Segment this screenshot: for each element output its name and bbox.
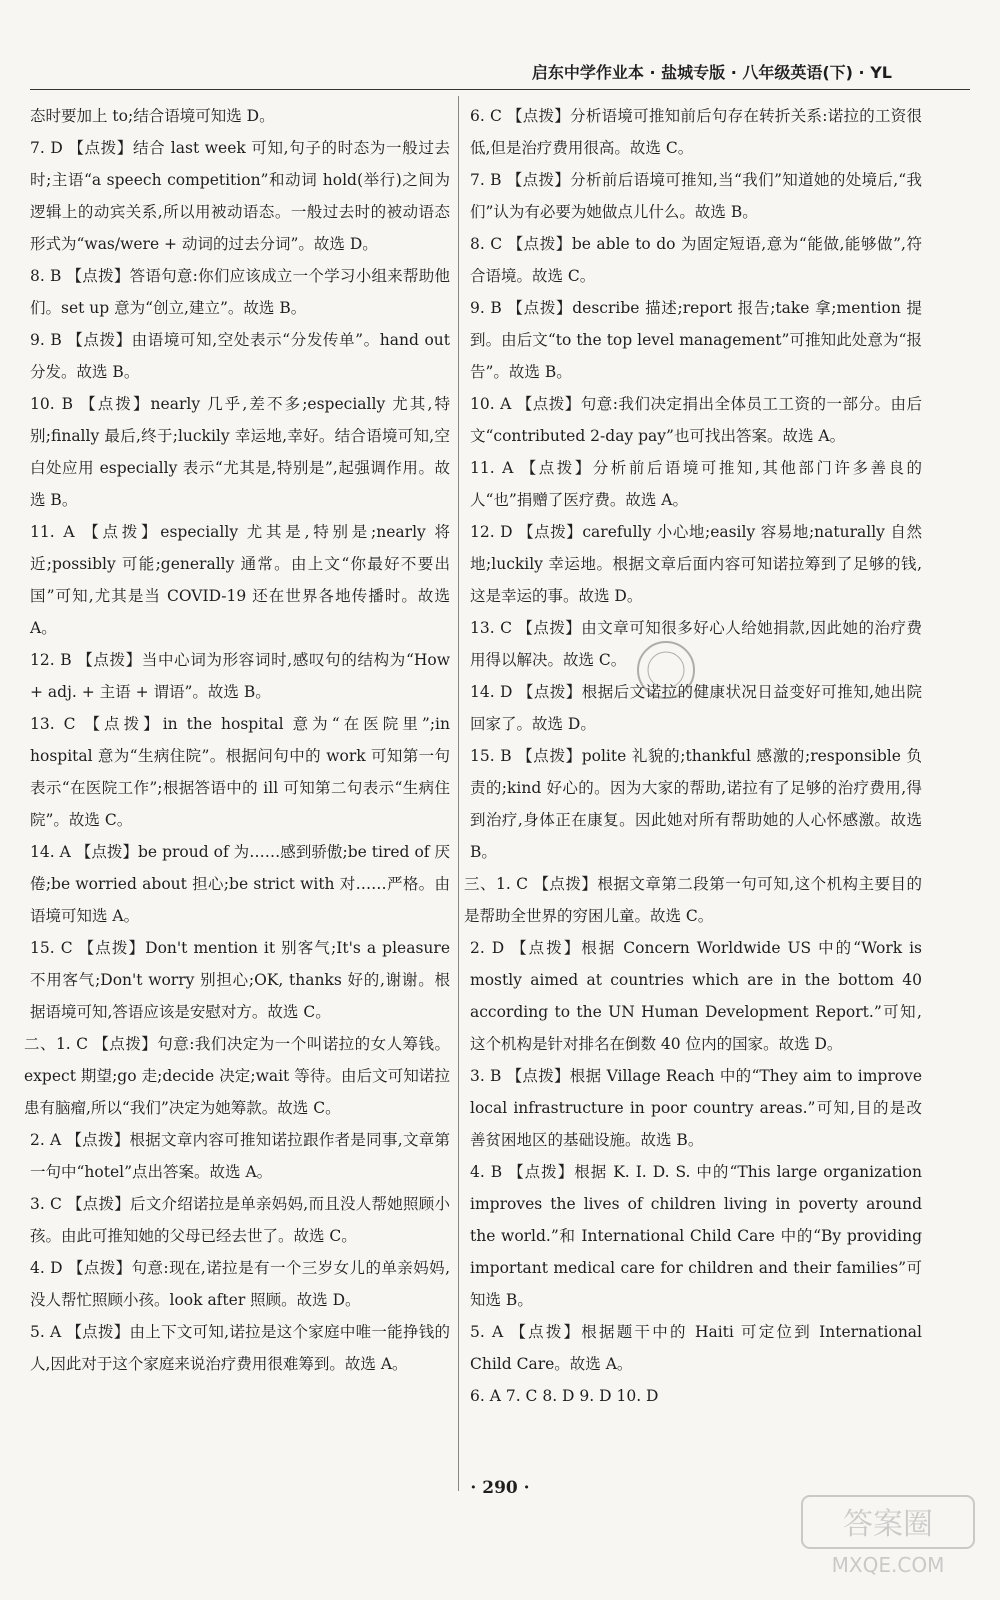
answer-item: 14. D 【点拨】根据后文诺拉的健康状况日益变好可推知,她出院回家了。故选 D。: [470, 683, 922, 733]
answer-item: 4. D 【点拨】句意:现在,诺拉是有一个三岁女儿的单亲妈妈,没人帮忙照顾小孩。look after 照顾。故选 D。: [30, 1259, 450, 1309]
answer-item: 11. A 【点拨】especially 尤其是,特别是;nearly 将近;possibly 可能;generally 通常。由上文“你最好不要出国”可知,尤其是当 COVID-19 还在世界各地传播时。故选 A。: [30, 523, 450, 637]
answer-item: 13. C 【点拨】由文章可知很多好心人给她捐款,因此她的治疗费用得以解决。故选 C。: [470, 619, 922, 669]
answer-item: 15. B 【点拨】polite 礼貌的;thankful 感激的;responsible 负责的;kind 好心的。因为大家的帮助,诺拉有了足够的治疗费用,得到治疗,身体正在康复。因此她对所有帮助她的人心怀感激。故选 B。: [470, 747, 922, 861]
answer-item: 8. B 【点拨】答语句意:你们应该成立一个学习小组来帮助他们。set up 意为“创立,建立”。故选 B。: [30, 267, 450, 317]
answer-item: 3. C 【点拨】后文介绍诺拉是单亲妈妈,而且没人帮她照顾小孩。由此可推知她的父母已经去世了。故选 C。: [30, 1195, 450, 1245]
answer-item: 2. D 【点拨】根据 Concern Worldwide US 中的“Work is mostly aimed at countries which are in the bottom 40 according to the UN Human Development Report.”可知,这个机构是针对排名在倒数 40 位内的国家。故选 D。: [470, 939, 922, 1053]
answer-item: 13. C 【点拨】in the hospital 意为“在医院里”;in hospital 意为“生病住院”。根据问句中的 work 可知第一句表示“在医院工作”;根据答语中的 ill 可知第二句表示“生病住院”。故选 C。: [30, 715, 450, 829]
answer-item: 7. B 【点拨】分析前后语境可推知,当“我们”知道她的处境后,“我们”认为有必要为她做点儿什么。故选 B。: [470, 171, 922, 221]
header-title: 启东中学作业本 · 盐城专版 · 八年级英语(下) · YL: [531, 63, 892, 82]
right-column: [464, 100, 922, 1412]
answer-item: 2. A 【点拨】根据文章内容可推知诺拉跟作者是同事,文章第一句中“hotel”点出答案。故选 A。: [30, 1131, 450, 1181]
svg-text:MXQE.COM: MXQE.COM: [831, 1553, 945, 1577]
answer-item: 12. B 【点拨】当中心词为形容词时,感叹句的结构为“How + adj. + 主语 + 谓语”。故选 B。: [30, 651, 450, 701]
svg-text:答案圈: 答案圈: [843, 1507, 933, 1542]
answer-item: 14. A 【点拨】be proud of 为……感到骄傲;be tired of 厌倦;be worried about 担心;be strict with 对……严格。由语境可知选 A。: [30, 843, 450, 925]
answer-item: 6. C 【点拨】分析语境可推知前后句存在转折关系:诺拉的工资很低,但是治疗费用很高。故选 C。: [470, 107, 922, 157]
answer-item: 11. A 【点拨】分析前后语境可推知,其他部门许多善良的人“也”捐赠了医疗费。故选 A。: [470, 459, 922, 509]
answer-item: 3. B 【点拨】根据 Village Reach 中的“They aim to improve local infrastructure in poor country areas.”可知,目的是改善贫困地区的基础设施。故选 B。: [470, 1067, 922, 1149]
answer-item-section-2: 二、1. C 【点拨】句意:我们决定为一个叫诺拉的女人筹钱。expect 期望;go 走;decide 决定;wait 等待。由后文可知诺拉患有脑瘤,所以“我们”决定为她筹款。故选 C。: [24, 1035, 450, 1117]
page-header: [30, 60, 970, 90]
answer-item-list: 6. A 7. C 8. D 9. D 10. D: [470, 1387, 659, 1405]
answer-item-section-3: 三、1. C 【点拨】根据文章第二段第一句可知,这个机构主要目的是帮助全世界的穷困儿童。故选 C。: [464, 875, 922, 925]
answer-item: 15. C 【点拨】Don't mention it 别客气;It's a pleasure 不用客气;Don't worry 别担心;OK, thanks 好的,谢谢。根据语境可知,答语应该是安慰对方。故选 C。: [30, 939, 450, 1021]
watermark-logo-icon: [798, 1490, 978, 1580]
answer-item: 10. B 【点拨】nearly 几乎,差不多;especially 尤其,特别;finally 最后,终于;luckily 幸运地,幸好。结合语境可知,空白处应用 especially 表示“尤其是,特别是”,起强调作用。故选 B。: [30, 395, 450, 509]
answer-item: 5. A 【点拨】由上下文可知,诺拉是这个家庭中唯一能挣钱的人,因此对于这个家庭来说治疗费用很难筹到。故选 A。: [30, 1323, 450, 1373]
answer-item: 态时要加上 to;结合语境可知选 D。: [30, 107, 275, 125]
answer-item: 9. B 【点拨】describe 描述;report 报告;take 拿;mention 提到。由后文“to the top level management”可推知此处意为“报告”。故选 B。: [470, 299, 922, 381]
answer-item: 7. D 【点拨】结合 last week 可知,句子的时态为一般过去时;主语“a speech competition”和动词 hold(举行)之间为逻辑上的动宾关系,所以用被动语态。一般过去时的被动语态形式为“was/were + 动词的过去分词”。故选 D。: [30, 139, 450, 253]
answer-item: 8. C 【点拨】be able to do 为固定短语,意为“能做,能够做”,符合语境。故选 C。: [470, 235, 922, 285]
answer-item: 4. B 【点拨】根据 K. I. D. S. 中的“This large organization improves the lives of children living in poverty around the world.”和 International Child Care 中的“By providing important medical care for children and their families”可知选 B。: [470, 1163, 922, 1309]
answer-item: 5. A 【点拨】根据题干中的 Haiti 可定位到 International Child Care。故选 A。: [470, 1323, 922, 1373]
answer-item: 12. D 【点拨】carefully 小心地;easily 容易地;naturally 自然地;luckily 幸运地。根据文章后面内容可知诺拉筹到了足够的钱,这是幸运的事。故选 D。: [470, 523, 922, 605]
stamp-seal-icon: [634, 638, 698, 702]
answer-item: 10. A 【点拨】句意:我们决定捐出全体员工工资的一部分。由后文“contributed 2-day pay”也可找出答案。故选 A。: [470, 395, 922, 445]
left-column: [24, 100, 450, 1380]
page-number: · 290 ·: [470, 1478, 530, 1498]
answer-item: 9. B 【点拨】由语境可知,空处表示“分发传单”。hand out 分发。故选 B。: [30, 331, 450, 381]
column-divider: [458, 96, 459, 1491]
